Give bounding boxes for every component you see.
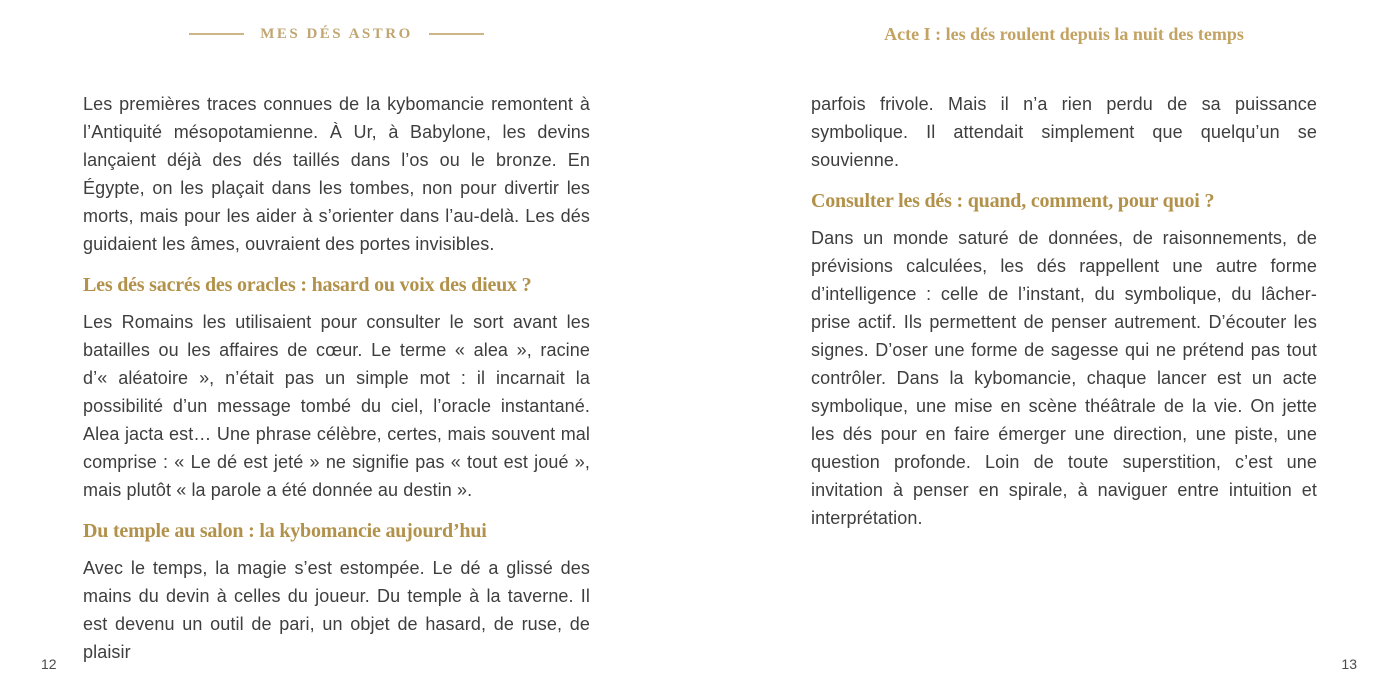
running-head-rule-left [189,33,244,35]
paragraph-romains: Les Romains les utilisaient pour consulter le sort avant les batailles ou les affaires de cœur. Le terme « alea », racine d’« aléatoire », n’était pas un simple mot : il incarnait la possibilité d’un message tombé du ciel, l’oracle instantané. Alea jacta est… Une phrase célèbre, certes, mais souvent mal comprise : « Le dé est jeté » ne signifie pas « tout est joué », mais plutôt « la parole a été donnée au destin ». [83,312,590,500]
page-number-left: 12 [41,656,57,672]
right-page [700,0,1400,700]
right-page-body [811,0,1317,532]
right-page-content [811,0,1317,532]
right-running-head [811,24,1317,44]
left-page-body [83,0,590,666]
paragraph-avec-le-temps: Avec le temps, la magie s’est estompée. Le dé a glissé des mains du devin à celles du joueur. Du temple à la taverne. Il est devenu un outil de pari, un objet de hasard, de ruse, de plaisir [83,558,590,662]
section-heading-oracles: Les dés sacrés des oracles : hasard ou voix des dieux ? [83,274,532,296]
section-heading-consulter: Consulter les dés : quand, comment, pour quoi ? [811,190,1215,212]
section-heading-temple-salon: Du temple au salon : la kybomancie aujourd’hui [83,520,487,542]
paragraph-intro: Les premières traces connues de la kybomancie remontent à l’Antiquité mésopotamienne. À Ur, à Babylone, les devins lançaient déjà des dés taillés dans l’os ou le bronze. En Égypte, on les plaçait dans les tombes, non pour divertir les morts, mais pour les aider à s’orienter dans l’au-delà. Les dés guidaient les âmes, ouvraient des portes invisibles. [83,94,590,254]
left-running-head [83,24,590,44]
paragraph-monde-sature: Dans un monde saturé de données, de raisonnements, de prévisions calculées, les dés rappellent une autre forme d’intelligence : celle de l’instant, du symbolique, du lâcher-prise actif. Ils permettent de penser autrement. D’écouter les signes. D’oser une forme de sagesse qui ne prétend pas tout contrôler. Dans la kybomancie, chaque lancer est un acte symbolique, une mise en scène théâtrale de la vie. On jette les dés pour en faire émerger une direction, une piste, une question profonde. Loin de toute superstition, c’est une invitation à penser en spirale, à naviguer entre intuition et interprétation. [811,228,1317,528]
book-title-running-head: MES DÉS ASTRO [260,25,413,42]
chapter-title-running-head: Acte I : les dés roulent depuis la nuit des temps [884,23,1244,44]
paragraph-continuation: parfois frivole. Mais il n’a rien perdu de sa puissance symbolique. Il attendait simplement que quelqu’un se souvienne. [811,94,1317,170]
running-head-rule-right [429,33,484,35]
page-number-right: 13 [1341,656,1357,672]
left-page-content [83,0,590,666]
